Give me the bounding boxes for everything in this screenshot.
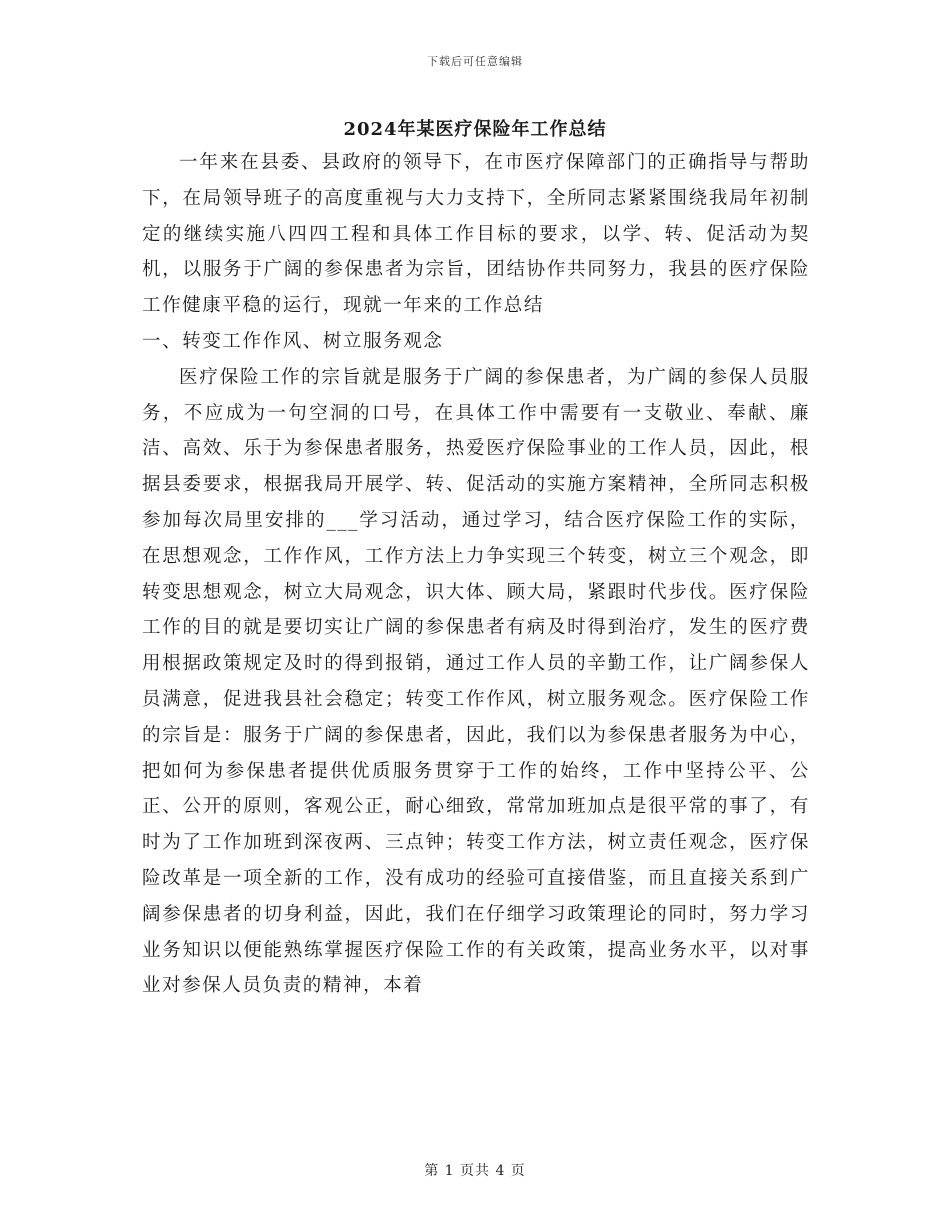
paragraph-body: 医疗保险工作的宗旨就是服务于广阔的参保患者，为广阔的参保人员服务，不应成为一句空洞的口号，在具体工作中需要有一支敬业、奉献、廉洁、高效、乐于为参保患者服务，热爱医疗保险事业的工作人员，因此，根据县委要求，根据我局开展学、转、促活动的实施方案精神，全所同志积极参加每次局里安排的___学习活动，通过学习，结合医疗保险工作的实际，在思想观念，工作作风，工作方法上力争实现三个转变，树立三个观念，即转变思想观念，树立大局观念，识大体、顾大局，紧跟时代步伐。医疗保险工作的目的就是要切实让广阔的参保患者有病及时得到治疗，发生的医疗费用根据政策规定及时的得到报销，通过工作人员的辛勤工作，让广阔参保人员满意，促进我县社会稳定；转变工作作风，树立服务观念。医疗保险工作的宗旨是：服务于广阔的参保患者，因此，我们以为参保患者服务为中心，把如何为参保患者提供优质服务贯穿于工作的始终，工作中坚持公平、公正、公开的原则，客观公正，耐心细致，常常加班加点是很平常的事了，有时为了工作加班到深夜两、三点钟；转变工作方法，树立责任观念，医疗保险改革是一项全新的工作，没有成功的经验可直接借鉴，而且直接关系到广阔参保患者的切身利益，因此，我们在仔细学习政策理论的同时，努力学习业务知识以便能熟练掌握医疗保险工作的有关政策，提高业务水平，以对事业对参保人员负责的精神，本着 [142, 366, 810, 997]
page-footer: 第 1 页共 4 页 [424, 1163, 526, 1179]
paragraph-intro: 一年来在县委、县政府的领导下，在市医疗保障部门的正确指导与帮助下，在局领导班子的高度重视与大力支持下，全所同志紧紧围绕我局年初制定的继续实施八四四工程和具体工作目标的要求，以学、转、促活动为契机，以服务于广阔的参保患者为宗旨，团结协作共同努力，我县的医疗保险工作健康平稳的运行，现就一年来的工作总结 [142, 152, 810, 317]
section-heading: 一、转变工作作风、树立服务观念 [142, 330, 444, 352]
page-header: 下载后可任意编辑 [427, 55, 523, 68]
document-body [142, 145, 810, 1004]
document-title: 2024年某医疗保险年工作总结 [343, 119, 607, 140]
